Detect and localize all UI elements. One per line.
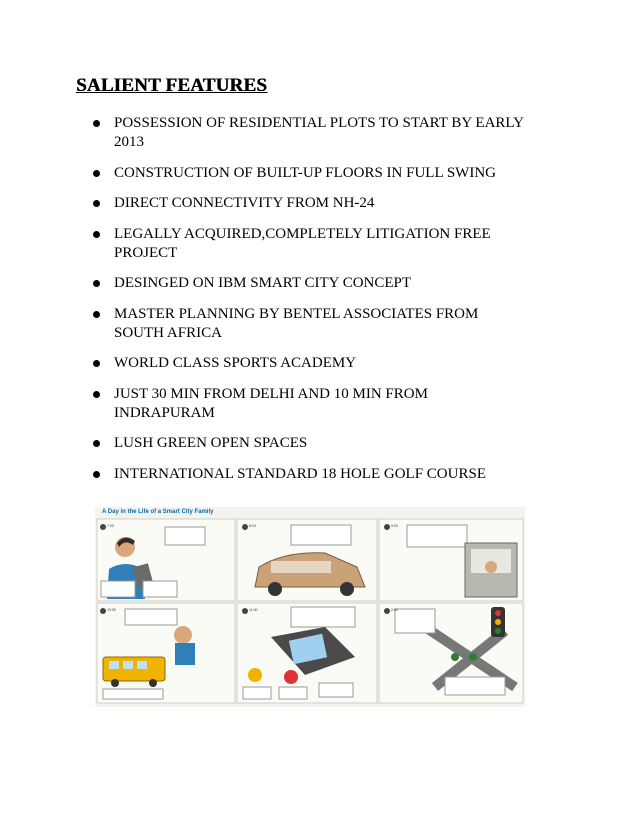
list-item [80, 164, 530, 183]
list-item [80, 385, 530, 423]
feature-text: LEGALLY ACQUIRED,COMPLETELY LITIGATION FREE PROJECT [114, 225, 491, 261]
bullet-icon [93, 471, 100, 478]
smart-city-infographic [95, 507, 525, 707]
clock-time-label: 2:00 [391, 608, 398, 612]
bullet-icon [93, 200, 100, 207]
feature-text: MASTER PLANNING BY BENTEL ASSOCIATES FROM SOUTH AFRICA [114, 305, 479, 341]
infographic-illustration [95, 507, 525, 707]
list-item [80, 114, 530, 152]
traffic-signal-illustration [379, 603, 523, 703]
features-list [80, 114, 530, 495]
man-with-tablet-illustration [97, 519, 235, 601]
bullet-icon [93, 360, 100, 367]
list-item [80, 225, 530, 263]
clock-time-label: 11:00 [249, 608, 258, 612]
clock-time-label: 9:00 [391, 524, 398, 528]
infographic-title: A Day in the Life of a Smart City Family [102, 509, 214, 515]
list-item [80, 194, 530, 213]
bullet-icon [93, 280, 100, 287]
clock-time-label: 7:00 [107, 524, 114, 528]
clock-time-label: 10:30 [107, 608, 116, 612]
list-item [80, 274, 530, 293]
bullet-icon [93, 391, 100, 398]
phone-alert-illustration [237, 603, 377, 703]
list-item [80, 465, 530, 484]
bullet-icon [93, 170, 100, 177]
feature-text: LUSH GREEN OPEN SPACES [114, 435, 308, 451]
bullet-icon [93, 120, 100, 127]
bullet-icon [93, 231, 100, 238]
feature-text: POSSESSION OF RESIDENTIAL PLOTS TO START BY EARLY 2013 [114, 115, 524, 150]
driver-window-illustration [379, 519, 523, 601]
bullet-icon [93, 311, 100, 318]
clock-time-label: 8:15 [249, 524, 256, 528]
school-bus-illustration [97, 603, 235, 703]
feature-text: DIRECT CONNECTIVITY FROM NH-24 [114, 195, 375, 211]
bullet-icon [93, 440, 100, 447]
feature-text: DESINGED ON IBM SMART CITY CONCEPT [114, 275, 412, 291]
feature-text: INTERNATIONAL STANDARD 18 HOLE GOLF COURSE [114, 465, 486, 482]
page-heading: SALIENT FEATURES [76, 75, 267, 96]
feature-text: CONSTRUCTION OF BUILT-UP FLOORS IN FULL SWING [114, 164, 496, 181]
list-item [80, 354, 530, 373]
car-illustration [237, 519, 377, 601]
list-item [80, 305, 530, 343]
list-item [80, 434, 530, 453]
feature-text: JUST 30 MIN FROM DELHI AND 10 MIN FROM INDRAPURAM [114, 385, 428, 421]
feature-text: WORLD CLASS SPORTS ACADEMY [114, 355, 357, 371]
